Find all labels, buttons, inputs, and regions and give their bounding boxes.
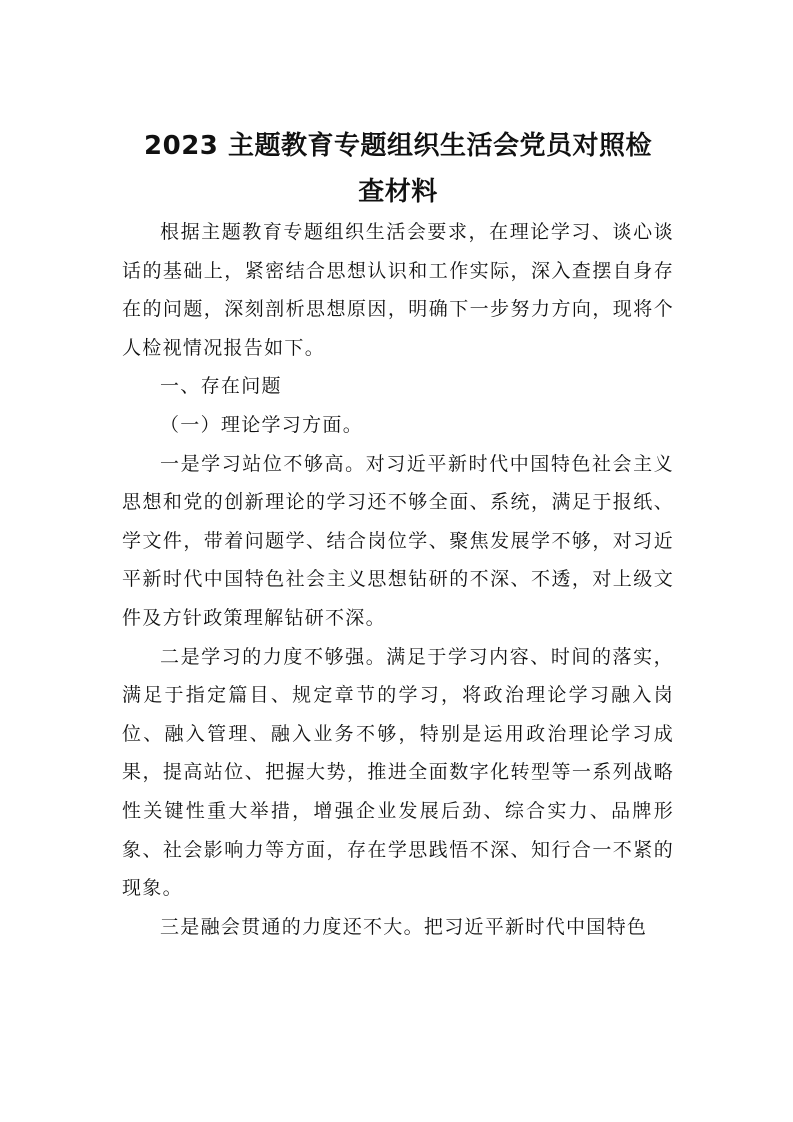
- paragraph-point-three: 三是融会贯通的力度还不大。把习近平新时代中国特色: [160, 915, 648, 938]
- paragraph-point-one: 一是学习站位不够高。对习近平新时代中国特色社会主义思想和党的创新理论的学习还不够全面、系统，满足于报纸、学文件，带着问题学、结合岗位学、聚焦发展学不够，对习近平新时代中国特色社会主义思想钻研的不深、不透，对上级文件及方针政策理解钻研不深。: [122, 452, 674, 629]
- paragraph-point-two: 二是学习的力度不够强。满足于学习内容、时间的落实，满足于指定篇目、规定章节的学习，将政治理论学习融入岗位、融入管理、融入业务不够，特别是运用政治理论学习成果，提高站位、把握大势，推进全面数字化转型等一系列战略性关键性重大举措，增强企业发展后劲、综合实力、品牌形象、社会影响力等方面，存在学思践悟不深、知行合一不紧的现象。: [122, 645, 674, 900]
- subsection-heading-theory-study: （一）理论学习方面。: [160, 413, 364, 436]
- document-title-line-2: 查材料: [358, 177, 438, 207]
- paragraph-intro: 根据主题教育专题组织生活会要求，在理论学习、谈心谈话的基础上，紧密结合思想认识和工作实际，深入查摆自身存在的问题，深刻剖析思想原因，明确下一步努力方向，现将个人检视情况报告如下。: [122, 221, 674, 359]
- section-heading-problems: 一、存在问题: [160, 375, 282, 398]
- document-body: [122, 213, 674, 946]
- document-title-line-1: 2023 主题教育专题组织生活会党员对照检: [144, 131, 652, 161]
